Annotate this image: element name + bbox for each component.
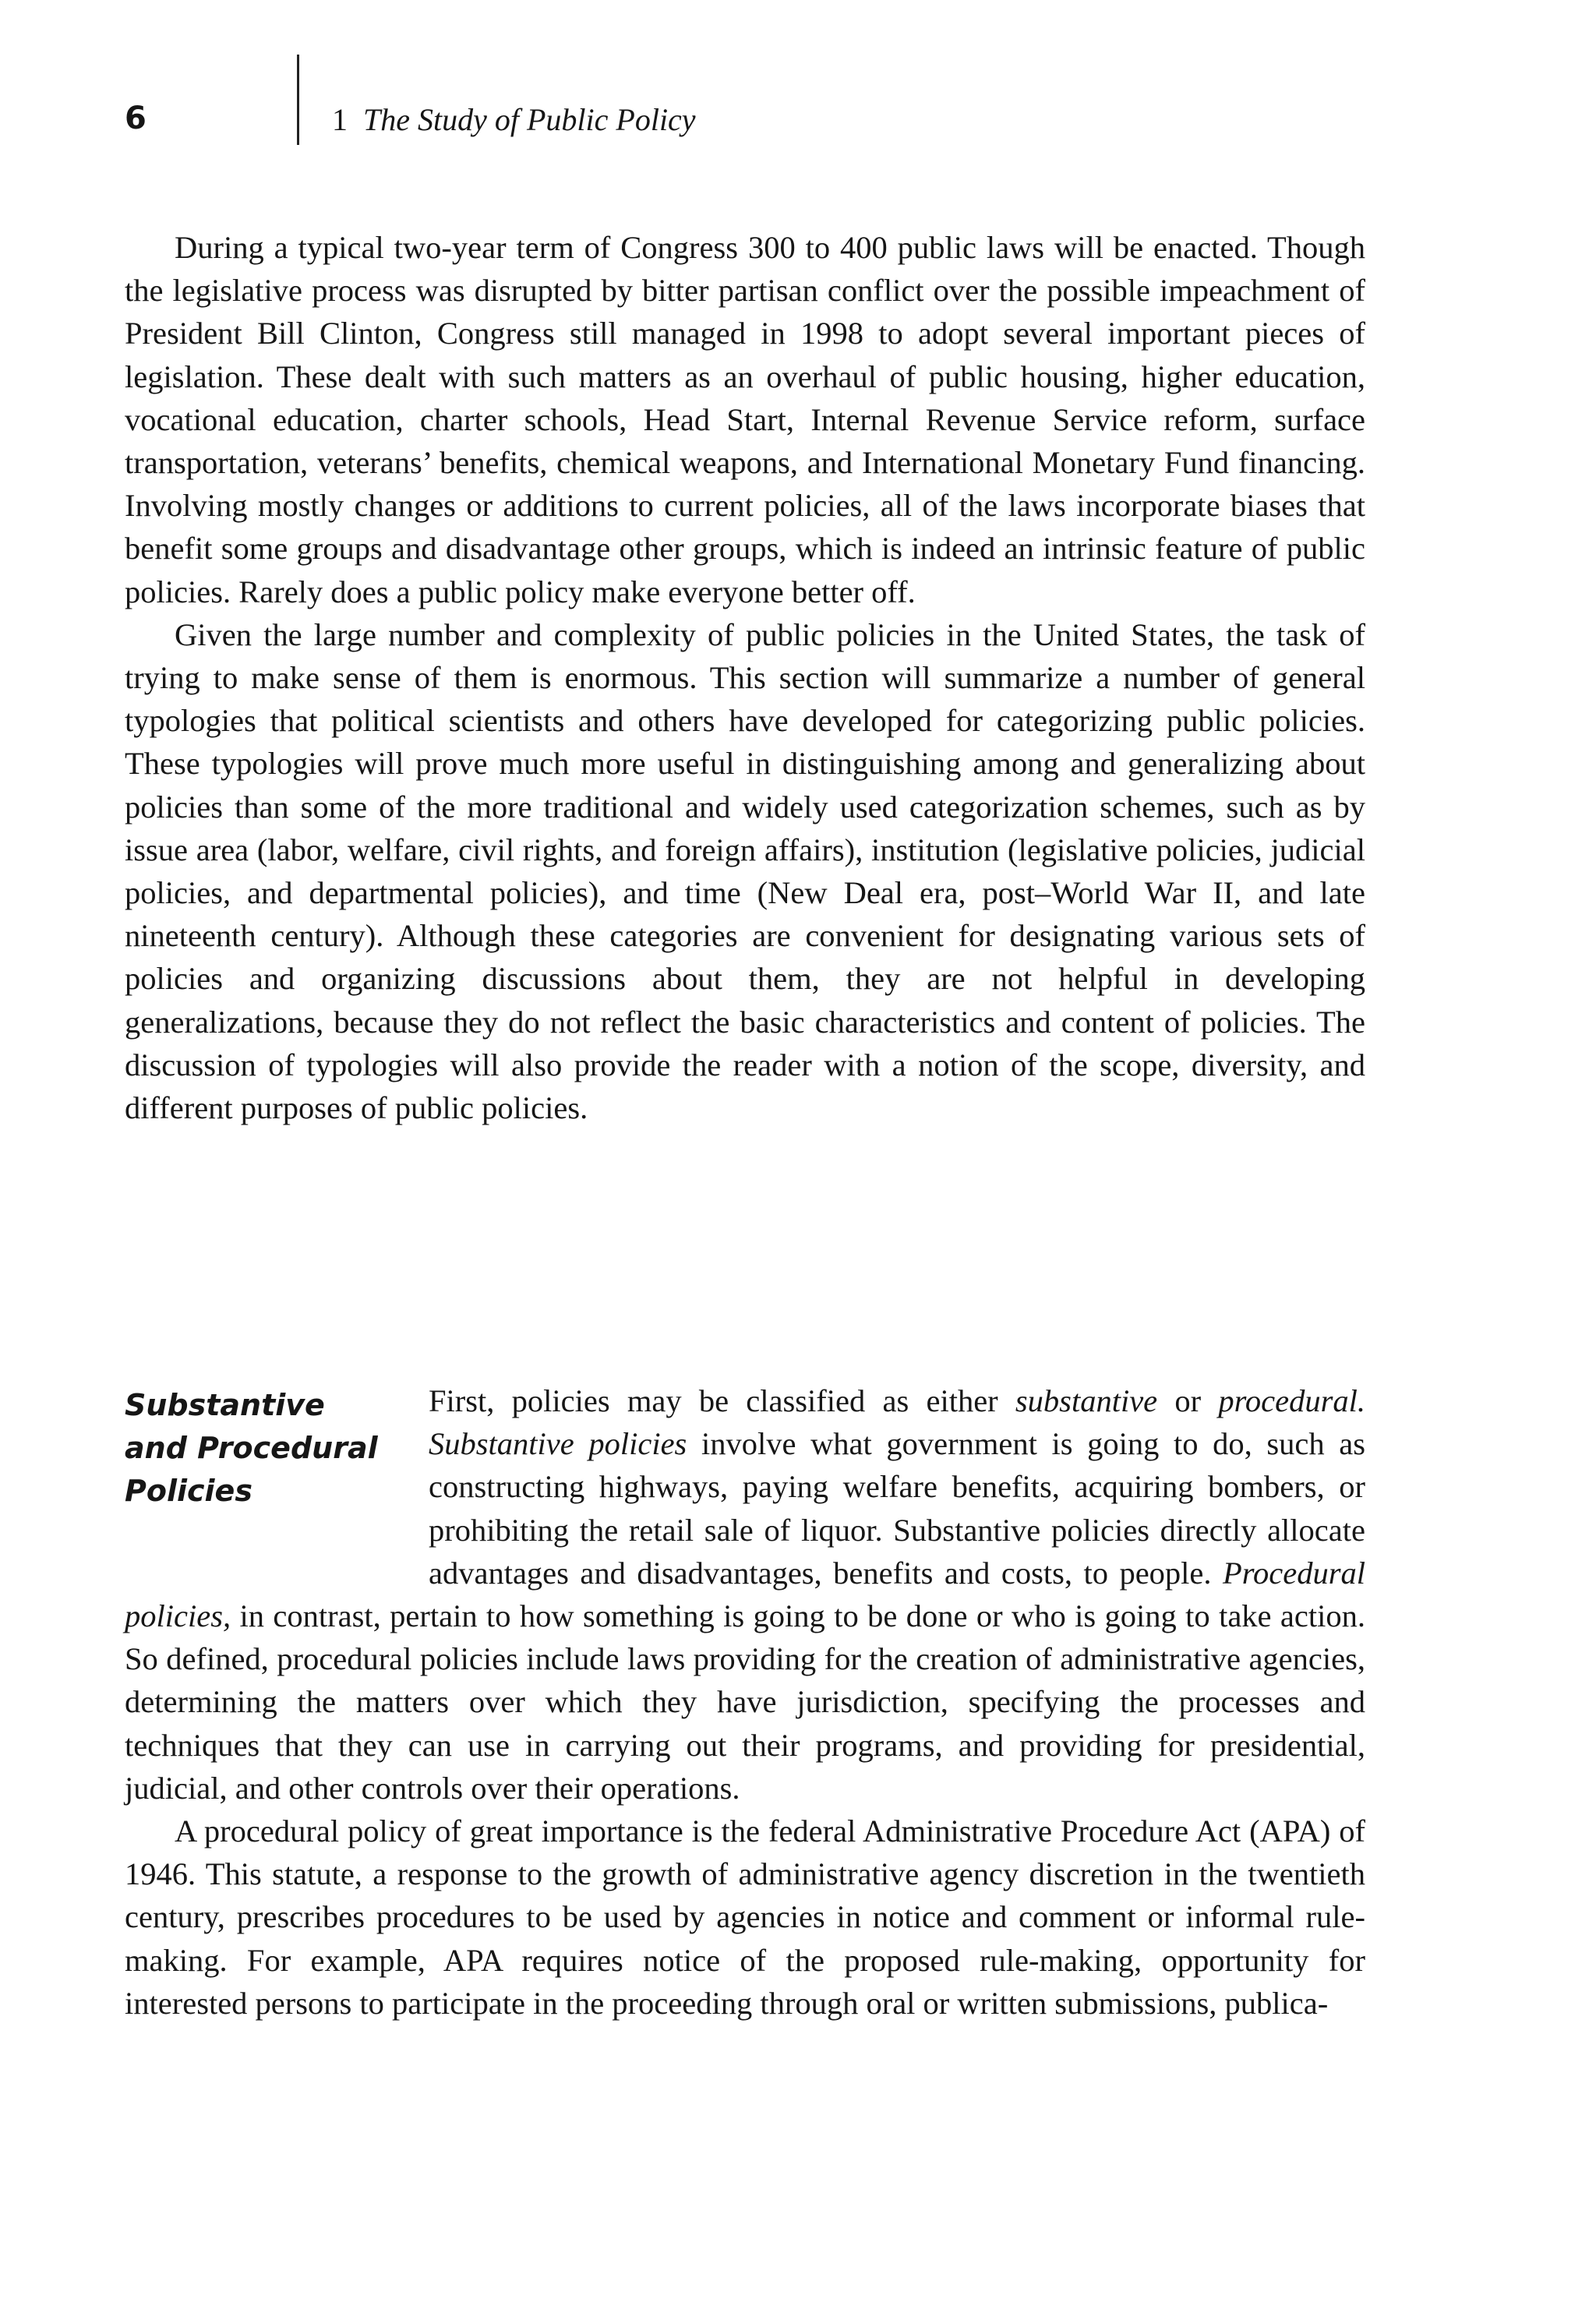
term-substantive-policies: Substantive policies xyxy=(429,1426,687,1462)
header-divider xyxy=(297,55,299,145)
chapter-title: The Study of Public Policy xyxy=(363,102,696,137)
section-substantive-procedural xyxy=(125,1379,1365,2025)
text-run: involve what government is going to do, such as constructing highways, paying welfare benefits, acquiring bombers, or prohibiting the retail sale of liquor. Substantive policies directly allocate advantages and disadvantages, benefits and costs, to people. xyxy=(429,1426,1365,1591)
body-text xyxy=(125,226,1365,1129)
running-head xyxy=(332,101,696,139)
section-heading-line: Substantive xyxy=(125,1388,325,1422)
section-heading-line: Policies xyxy=(125,1474,252,1508)
chapter-number: 1 xyxy=(332,102,348,137)
page-number: 6 xyxy=(125,101,147,136)
section-paragraph: A procedural policy of great importance is the federal Administrative Procedure Act (APA) of 1946. This statute, a response to the growth of administrative agency discretion in the twentieth century, prescribes procedures to be used by agencies in notice and comment or informal rule-making. For example, APA requires notice of the proposed rule-making, opportunity for interested persons to participate in the proceeding through oral or written submissions, publica- xyxy=(125,1813,1365,2021)
body-paragraph: Given the large number and complexity of public policies in the United States, the task of trying to make sense of them is enormous. This section will summarize a number of general typologies that political scientists and others have developed for categorizing public policies. These typologies will prove much more useful in distinguishing among and generalizing about policies than some of the more traditional and widely used categorization schemes, such as by issue area (labor, welfare, civil rights, and foreign affairs), institution (legislative policies, judicial policies, and departmental policies), and time (New Deal era, post–World War II, and late nineteenth century). Although these categories are convenient for designating various sets of policies and organizing discussions about them, they are not helpful in developing generalizations, because they do not reflect the basic characteristics and content of policies. The discussion of typologies will also provide the reader with a notion of the scope, diversity, and different purposes of public policies. xyxy=(125,616,1365,1126)
section-heading-line: and Procedural xyxy=(125,1431,378,1465)
term-substantive: substantive xyxy=(1015,1383,1158,1418)
body-paragraph: During a typical two-year term of Congress 300 to 400 public laws will be enacted. Though the legislative process was disrupted by bitter partisan conflict over the possible impeachment of President Bill Clinton, Congress still managed in 1998 to adopt several important pieces of legislation. These dealt with such matters as an overhaul of public housing, higher education, vocational education, charter schools, Head Start, Internal Revenue Service reform, surface transportation, veterans’ benefits, chemical weapons, and International Monetary Fund financing. Involving mostly changes or additions to current policies, all of the laws incorporate biases that benefit some groups and disadvantage other groups, which is indeed an intrinsic feature of public policies. Rarely does a public policy make everyone better off. xyxy=(125,230,1365,609)
section-heading xyxy=(125,1379,429,1555)
text-run: or xyxy=(1157,1383,1219,1418)
text-run: First, policies may be classified as either xyxy=(429,1383,1015,1418)
term-procedural-policies: Procedural policies, xyxy=(125,1555,1365,1634)
term-procedural: procedural. xyxy=(1218,1383,1365,1418)
text-run: in contrast, pertain to how something is going to be done or who is going to take action. So defined, procedural policies include laws providing for the creation of administrative agencies, determining the matters over which they have jurisdiction, specifying the processes and techniques that they can use in carrying out their programs, and providing for presidential, judicial, and other controls over their operations. xyxy=(125,1598,1365,1806)
